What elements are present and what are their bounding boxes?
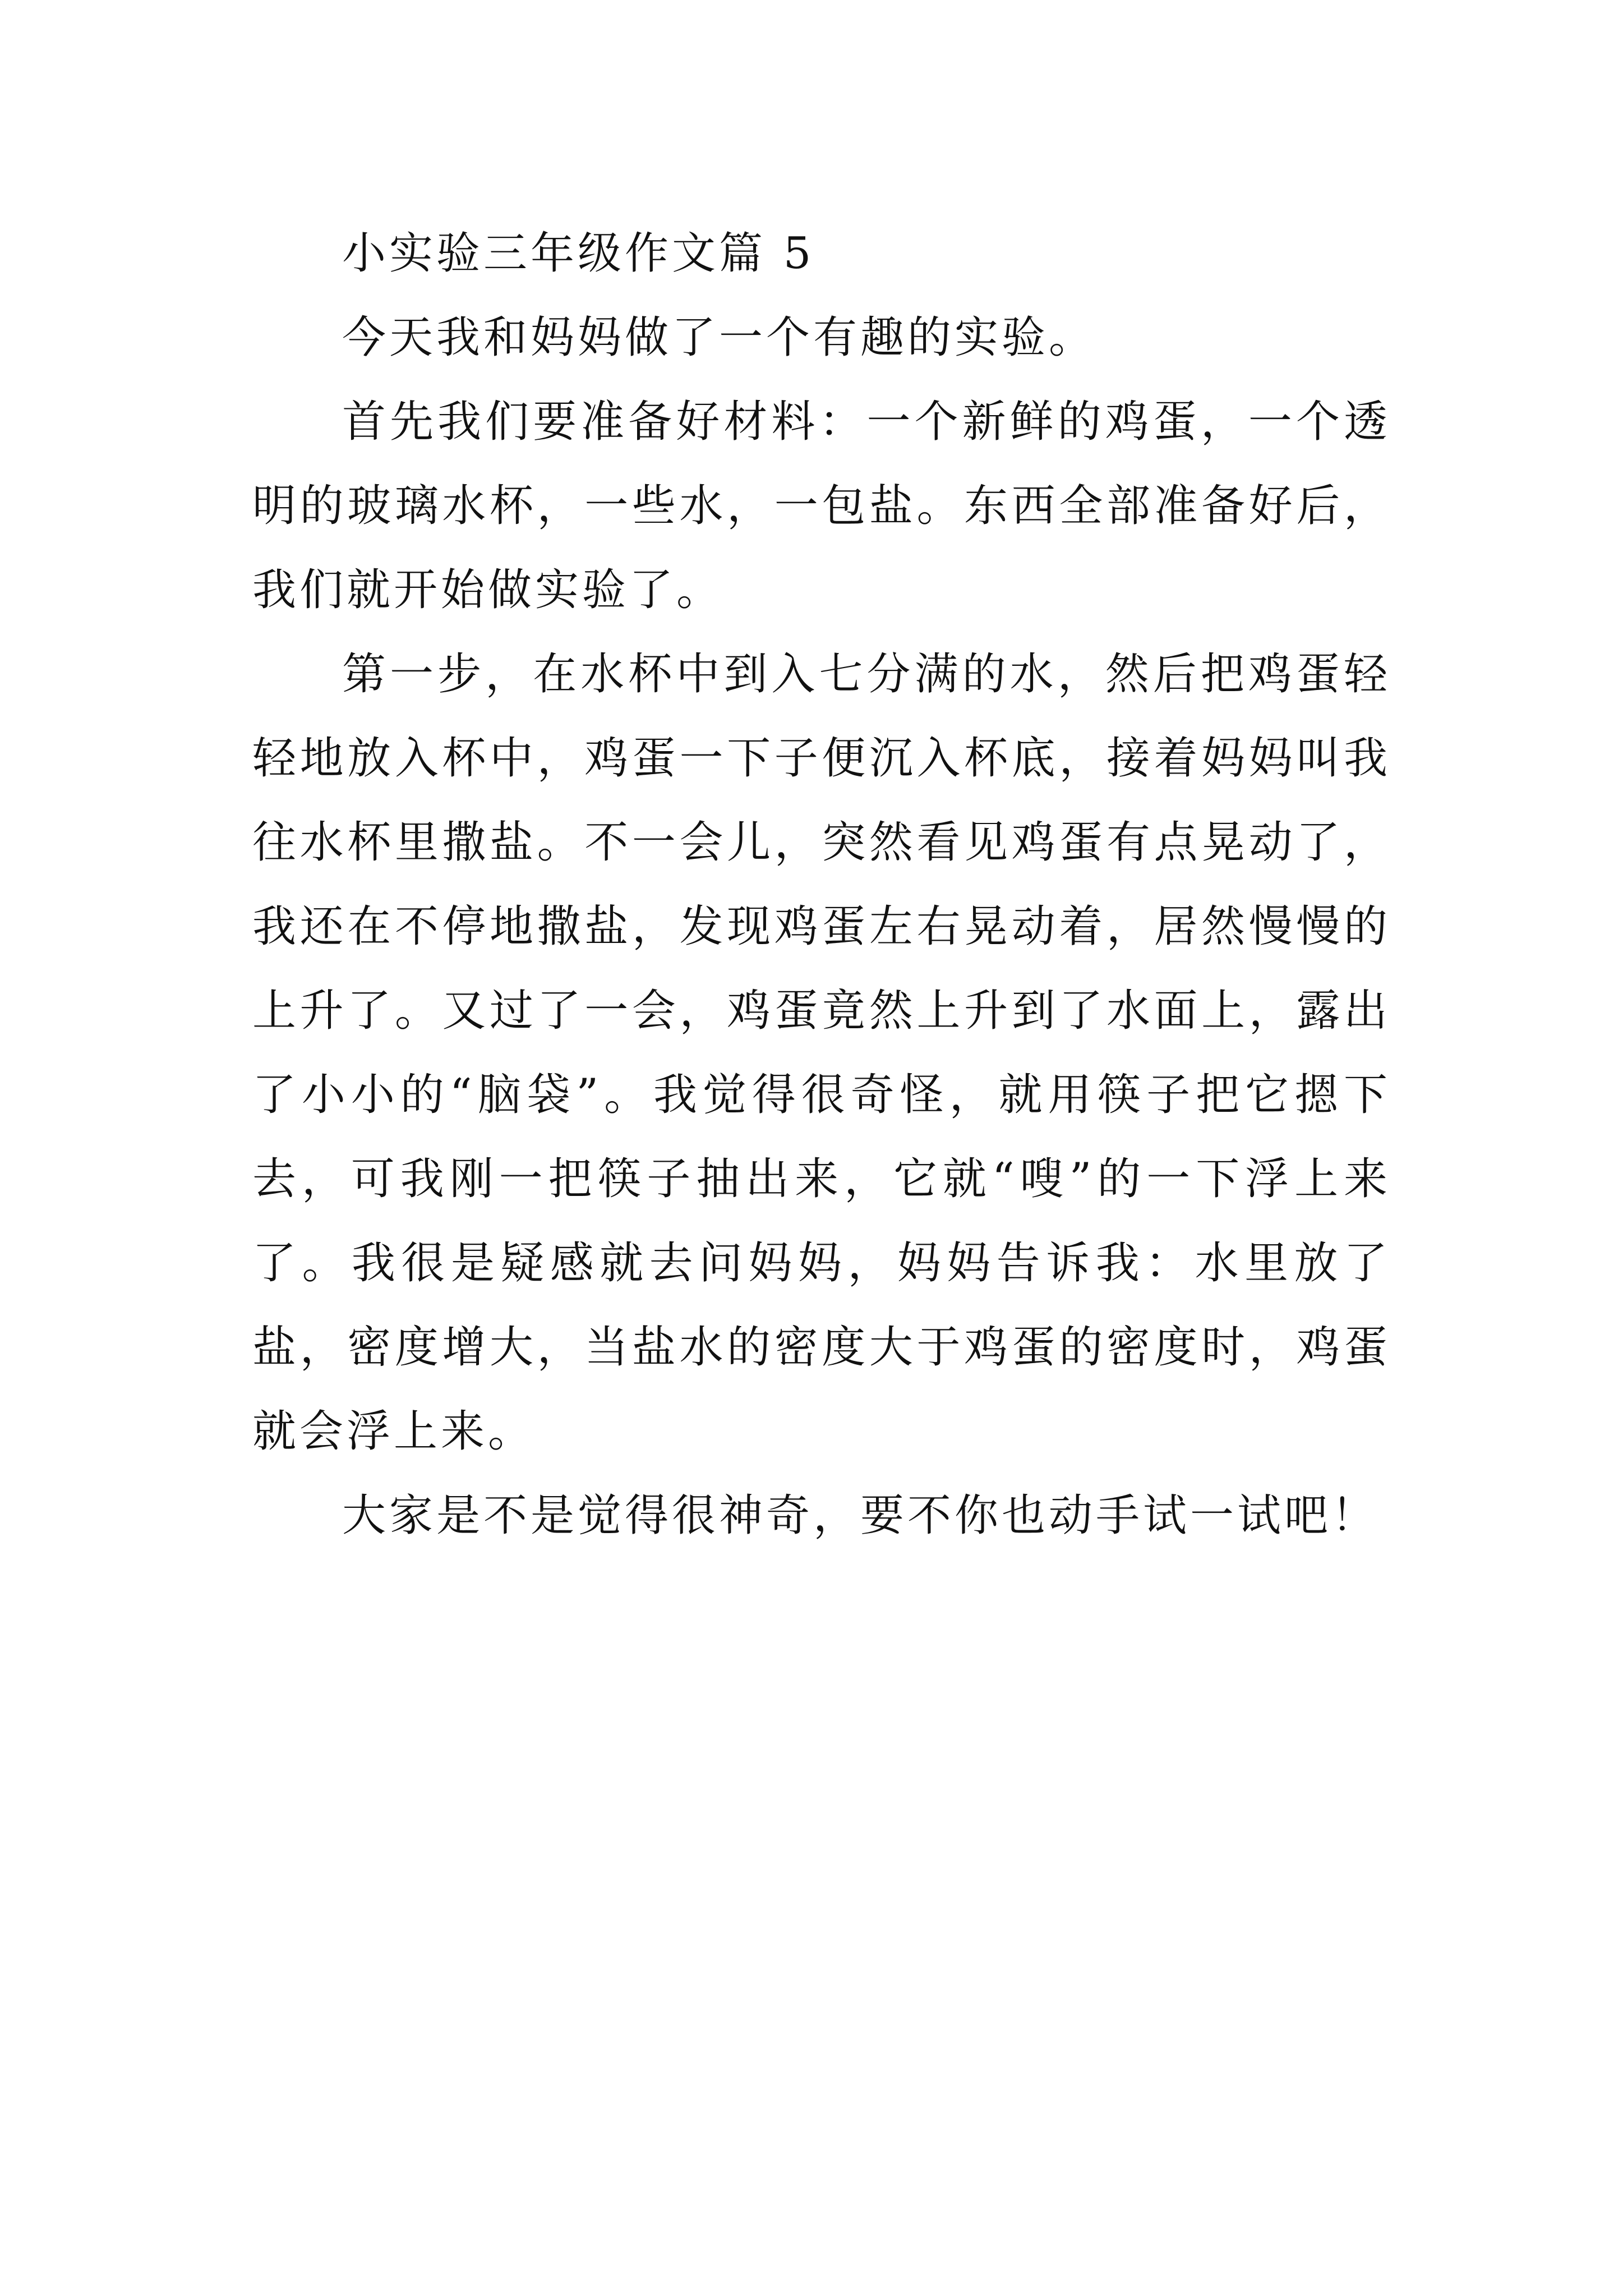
- paragraph-materials: 首先我们要准备好材料：一个新鲜的鸡蛋，一个透明的玻璃水杯，一些水，一包盐。东西全部准备好后，我们就开始做实验了。: [252, 397, 1391, 615]
- paragraph-conclusion: 大家是不是觉得很神奇，要不你也动手试一试吧！: [342, 1490, 1379, 1541]
- document-title: 小实验三年级作文篇 5: [342, 228, 815, 279]
- document-body: [252, 211, 1391, 1558]
- paragraph-intro: 今天我和妈妈做了一个有趣的实验。: [342, 312, 1096, 363]
- paragraph-experiment: 第一步，在水杯中到入七分满的水，然后把鸡蛋轻轻地放入杯中，鸡蛋一下子便沉入杯底，接着妈妈叫我往水杯里撒盐。不一会儿，突然看见鸡蛋有点晃动了，我还在不停地撒盐，发现鸡蛋左右晃动着，居然慢慢的上升了。又过了一会，鸡蛋竟然上升到了水面上，露出了小小的“脑袋”。我觉得很奇怪，就用筷子把它摁下去，可我刚一把筷子抽出来，它就“嗖”的一下浮上来了。我很是疑感就去问妈妈，妈妈告诉我：水里放了盐，密度增大，当盐水的密度大于鸡蛋的密度时，鸡蛋就会浮上来。: [252, 649, 1391, 1457]
